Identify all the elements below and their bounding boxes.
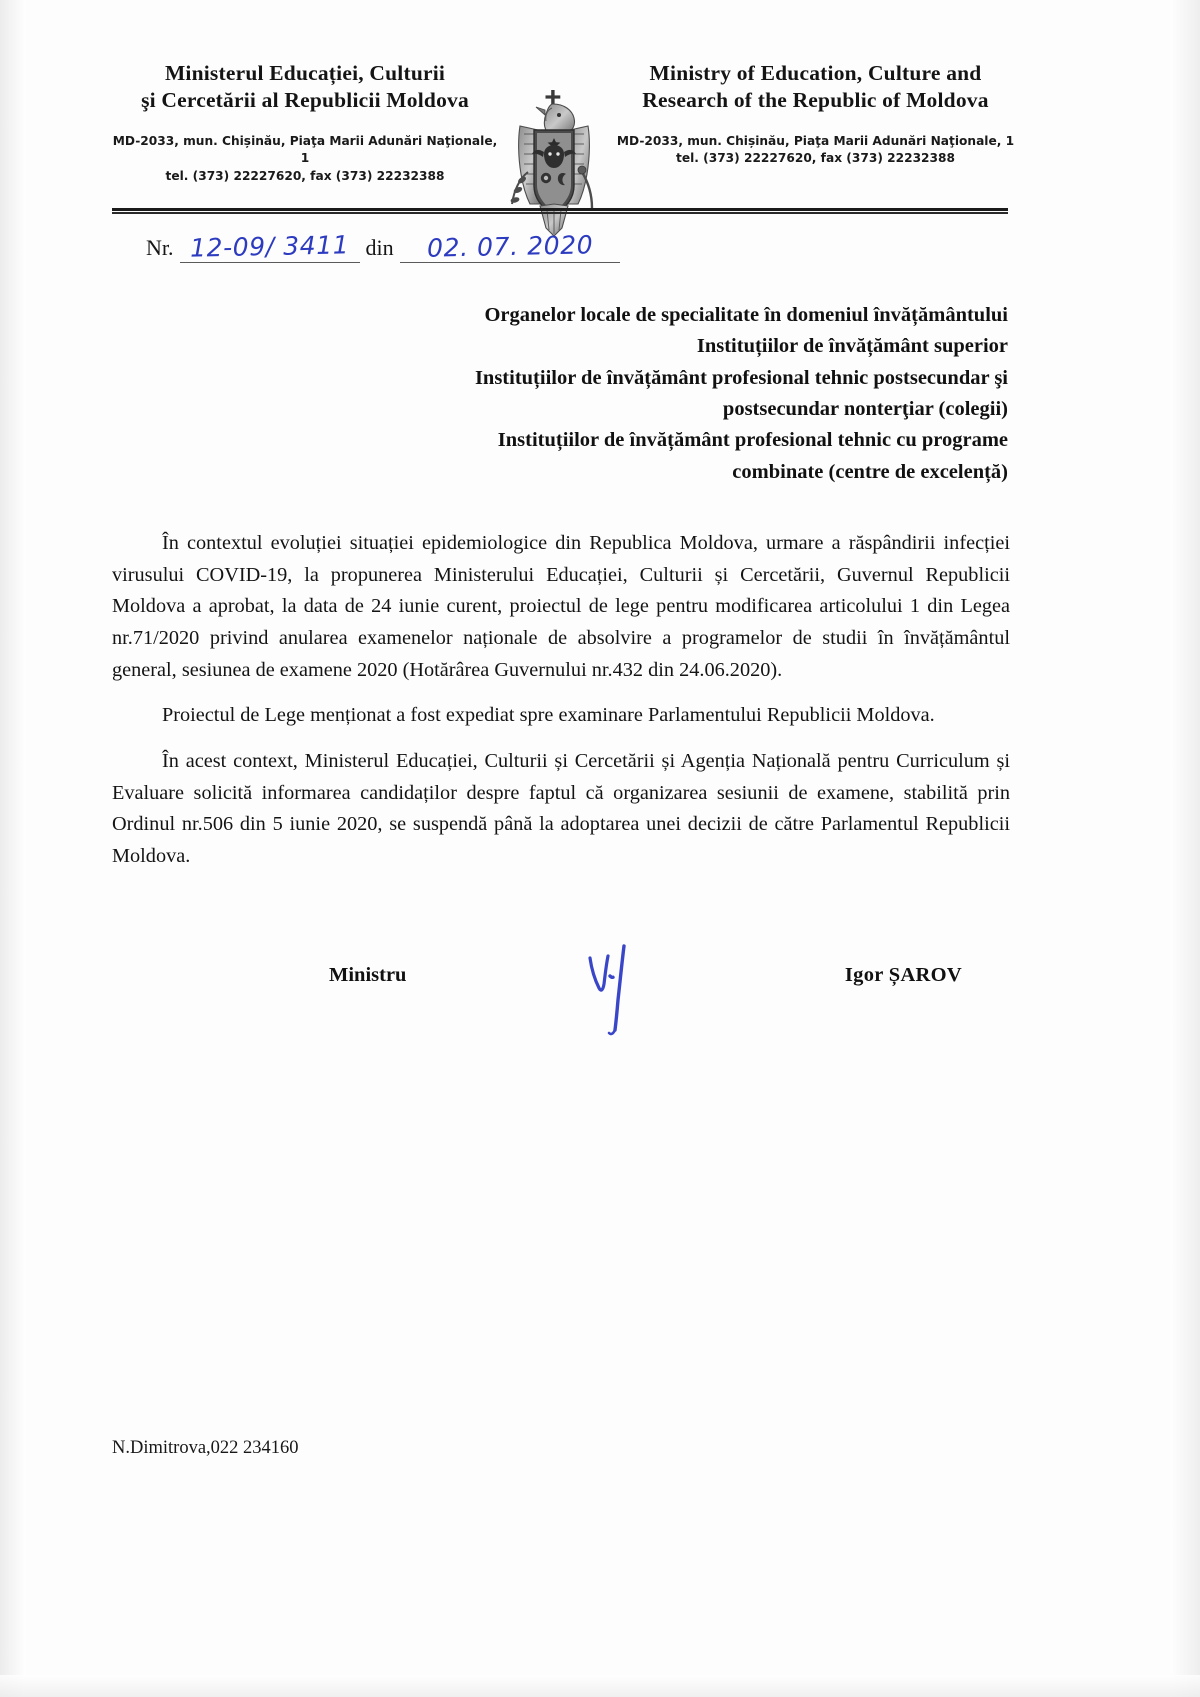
body-paragraph-1: În contextul evoluției situației epidemiologice din Republica Moldova, urmare a răspândirii infecției virusului COVID-19, la propunerea Ministerului Educației, Culturii și Cercetării, Guvernul Republicii Moldova a aprobat, la data de 24 iunie curent, proiectul de lege pentru modificarea articolului 1 din Legea nr.71/2020 privind anularea examenelor naționale de absolvire a programelor de studii în învățământul general, sesiunea de examene 2020 (Hotărârea Guvernului nr.432 din 24.06.2020). <box>112 532 1010 681</box>
addressee-line-3: Instituțiilor de învățământ profesional tehnic postsecundar şi <box>474 366 1008 389</box>
ministry-title-en-line-2: Research of the Republic of Moldova <box>642 87 989 112</box>
addressee-line-5: Instituțiilor de învățământ profesional tehnic cu programe <box>497 429 1008 452</box>
letterhead <box>0 44 1200 204</box>
reference-nr-label: Nr. <box>146 235 174 260</box>
reference-din-label: din <box>365 235 394 260</box>
ministry-address-en-line-1: MD-2033, mun. Chișinău, Piaţa Marii Adunări Naţionale, 1 <box>616 133 1015 148</box>
handwritten-signature-icon <box>552 930 692 1040</box>
addressee-block <box>368 300 1008 488</box>
ministry-address-ro-line-1: MD-2033, mun. Chișinău, Piaţa Marii Adunări Naţionale, 1 <box>112 133 498 166</box>
header-divider-line-2 <box>112 212 1008 214</box>
ministry-title-en <box>608 60 1023 114</box>
addressee-line-1: Organelor locale de specialitate în domeniul învățământului <box>484 304 1008 326</box>
signatory-name: Igor ȘAROV <box>844 964 962 986</box>
ministry-address-en <box>608 133 1023 168</box>
letterhead-english <box>608 60 1023 168</box>
header-divider <box>112 208 1008 214</box>
body-paragraph-3: În acest context, Ministerul Educației, Culturii și Cercetării și Agenția Națională pentru Curriculum și Evaluare solicită informarea candidaților despre faptul că organizarea sesiunii de examene, stabilită prin Ordinul nr.506 din 5 iunie 2020, se suspendă până la adoptarea unei decizii de către Parlamentul Republicii Moldova. <box>112 749 1010 867</box>
scan-edge-left <box>0 0 26 1697</box>
footer-contact: N.Dimitrova,022 234160 <box>112 1438 299 1458</box>
reference-line <box>146 232 626 268</box>
ministry-address-ro <box>110 133 500 186</box>
addressee-line-6: combinate (centre de excelență) <box>732 460 1008 483</box>
body-paragraph-2: Proiectul de Lege menționat a fost expediat spre examinare Parlamentului Republicii Moldova. <box>162 704 935 727</box>
scan-edge-right <box>1170 0 1200 1697</box>
reference-din-field <box>400 232 620 263</box>
signature-block <box>112 952 1010 1052</box>
addressee-line-4: postsecundar nonterţiar (colegii) <box>722 398 1008 421</box>
header-divider-line-1 <box>112 208 1008 211</box>
ministry-address-ro-line-2: tel. (373) 22227620, fax (373) 22232388 <box>165 169 445 184</box>
letter-body <box>112 528 1010 873</box>
letterhead-romanian <box>110 60 500 186</box>
ministry-title-ro <box>110 60 500 114</box>
reference-din-value: 02. 07. 2020 <box>426 230 594 263</box>
coat-of-arms-of-moldova-icon <box>498 86 610 238</box>
signatory-role: Ministru <box>329 964 407 986</box>
reference-nr-value: 12-09/ 3411 <box>189 230 350 263</box>
ministry-title-ro-line-1: Ministerul Educației, Culturii <box>164 61 446 85</box>
ministry-title-en-line-1: Ministry of Education, Culture and <box>649 61 982 85</box>
scan-edge-bottom <box>0 1675 1200 1697</box>
ministry-address-en-line-2: tel. (373) 22227620, fax (373) 22232388 <box>676 151 955 166</box>
addressee-line-2: Instituțiilor de învățământ superior <box>696 335 1008 358</box>
ministry-title-ro-line-2: şi Cercetării al Republicii Moldova <box>141 87 469 112</box>
reference-nr-field <box>180 232 360 263</box>
